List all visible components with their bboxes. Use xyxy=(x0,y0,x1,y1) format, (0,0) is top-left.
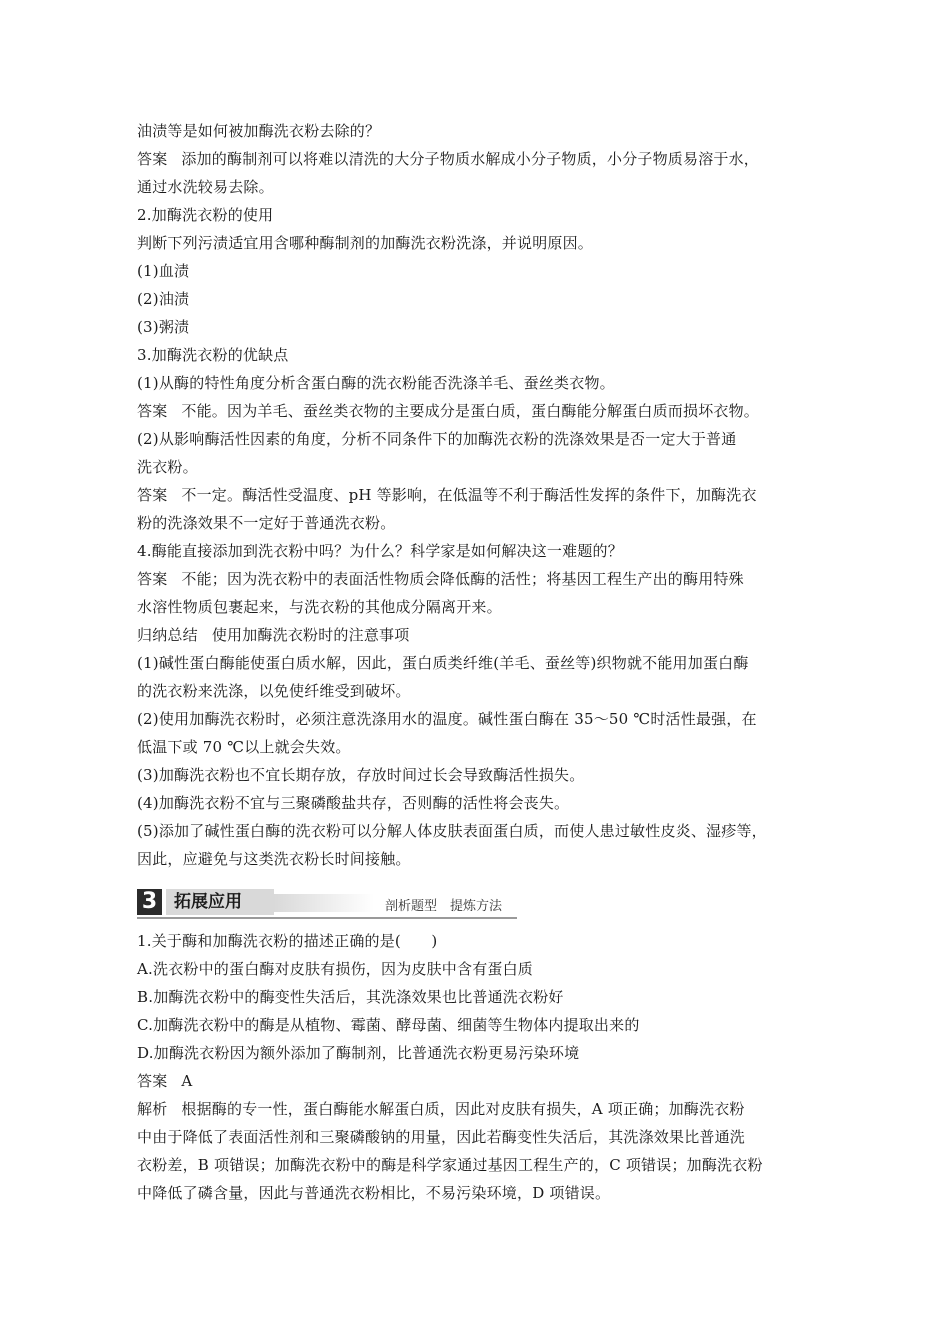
line-label: 归纳总结 xyxy=(137,626,198,644)
text-line: 通过水洗较易去除。 xyxy=(137,178,274,196)
line-label: 答案 xyxy=(137,1072,168,1090)
text-line: 2.加酶洗衣粉的使用 xyxy=(137,206,274,224)
text-line xyxy=(137,145,827,173)
text-line: (2)从影响酶活性因素的角度，分析不同条件下的加酶洗衣粉的洗涤效果是否一定大于普通 xyxy=(137,430,737,448)
text-line: 衣粉差，B 项错误；加酶洗衣粉中的酶是科学家通过基因工程生产的，C 项错误；加酶洗衣粉 xyxy=(137,1156,763,1174)
document-page xyxy=(137,117,827,1207)
text-line xyxy=(137,397,827,425)
text-line: (2)使用加酶洗衣粉时，必须注意洗涤用水的温度。碱性蛋白酶在 35～50 ℃时活性最强，在 xyxy=(137,710,757,728)
text-line: 油渍等是如何被加酶洗衣粉去除的？ xyxy=(137,122,381,140)
text-line: (4)加酶洗衣粉不宜与三聚磷酸盐共存，否则酶的活性将会丧失。 xyxy=(137,794,570,812)
line-label: 答案 xyxy=(137,402,168,420)
text-line: (1)从酶的特性角度分析含蛋白酶的洗衣粉能否洗涤羊毛、蚕丝类衣物。 xyxy=(137,374,615,392)
line-label: 答案 xyxy=(137,570,168,588)
line-label: 解析 xyxy=(137,1100,168,1118)
text-line: 1.关于酶和加酶洗衣粉的描述正确的是( ) xyxy=(137,932,438,950)
text-line: 低温下或 70 ℃以上就会失效。 xyxy=(137,738,351,756)
text-line: 粉的洗涤效果不一定好于普通洗衣粉。 xyxy=(137,514,396,532)
text-line: 的洗衣粉来洗涤，以免使纤维受到破坏。 xyxy=(137,682,411,700)
section-header xyxy=(137,889,827,919)
text-line: 3.加酶洗衣粉的优缺点 xyxy=(137,346,289,364)
line-text: 添加的酶制剂可以将难以清洗的大分子物质水解成小分子物质，小分子物质易溶于水， xyxy=(181,150,760,168)
line-text: 不一定。酶活性受温度、pH 等影响，在低温等不利于酶活性发挥的条件下，加酶洗衣 xyxy=(181,486,757,504)
text-line: 4.酶能直接添加到洗衣粉中吗？为什么？科学家是如何解决这一难题的？ xyxy=(137,542,623,560)
text-line: 洗衣粉。 xyxy=(137,458,198,476)
text-line: B.加酶洗衣粉中的酶变性失活后，其洗涤效果也比普通洗衣粉好 xyxy=(137,988,564,1006)
text-line xyxy=(137,481,827,509)
content-block-bottom xyxy=(137,927,827,1207)
text-line xyxy=(137,565,827,593)
line-text: 使用加酶洗衣粉时的注意事项 xyxy=(211,626,410,644)
line-text: 不能。因为羊毛、蚕丝类衣物的主要成分是蛋白质，蛋白酶能分解蛋白质而损坏衣物。 xyxy=(181,402,760,420)
text-line xyxy=(137,1095,827,1123)
text-line: A.洗衣粉中的蛋白酶对皮肤有损伤，因为皮肤中含有蛋白质 xyxy=(137,960,534,978)
text-line xyxy=(137,621,827,649)
text-line: (2)油渍 xyxy=(137,290,190,308)
text-line: (3)加酶洗衣粉也不宜长期存放，存放时间过长会导致酶活性损失。 xyxy=(137,766,585,784)
line-text: 根据酶的专一性，蛋白酶能水解蛋白质，因此对皮肤有损失，A 项正确；加酶洗衣粉 xyxy=(181,1100,745,1118)
section-subtitle: 剖析题型 提炼方法 xyxy=(385,899,503,914)
text-line: 判断下列污渍适宜用含哪种酶制剂的加酶洗衣粉洗涤，并说明原因。 xyxy=(137,234,594,252)
text-line: 因此，应避免与这类洗衣粉长时间接触。 xyxy=(137,850,411,868)
line-text: 不能；因为洗衣粉中的表面活性物质会降低酶的活性；将基因工程生产出的酶用特殊 xyxy=(181,570,744,588)
text-line: (5)添加了碱性蛋白酶的洗衣粉可以分解人体皮肤表面蛋白质，而使人患过敏性皮炎、湿疹等， xyxy=(137,822,767,840)
text-line: 水溶性物质包裹起来，与洗衣粉的其他成分隔离开来。 xyxy=(137,598,502,616)
line-text: A xyxy=(181,1072,193,1090)
line-label: 答案 xyxy=(137,150,168,168)
section-title: 拓展应用 xyxy=(166,889,274,915)
text-line: 中降低了磷含量，因此与普通洗衣粉相比，不易污染环境，D 项错误。 xyxy=(137,1184,611,1202)
text-line: D.加酶洗衣粉因为额外添加了酶制剂，比普通洗衣粉更易污染环境 xyxy=(137,1044,580,1062)
section-number: 3 xyxy=(137,889,162,915)
text-line xyxy=(137,1067,827,1095)
text-line: (3)粥渍 xyxy=(137,318,190,336)
line-label: 答案 xyxy=(137,486,168,504)
text-line: (1)碱性蛋白酶能使蛋白质水解，因此，蛋白质类纤维(羊毛、蚕丝等)织物就不能用加蛋白酶 xyxy=(137,654,749,672)
text-line: C.加酶洗衣粉中的酶是从植物、霉菌、酵母菌、细菌等生物体内提取出来的 xyxy=(137,1016,640,1034)
content-block-top xyxy=(137,117,827,873)
text-line: (1)血渍 xyxy=(137,262,190,280)
text-line: 中由于降低了表面活性剂和三聚磷酸钠的用量，因此若酶变性失活后，其洗涤效果比普通洗 xyxy=(137,1128,746,1146)
